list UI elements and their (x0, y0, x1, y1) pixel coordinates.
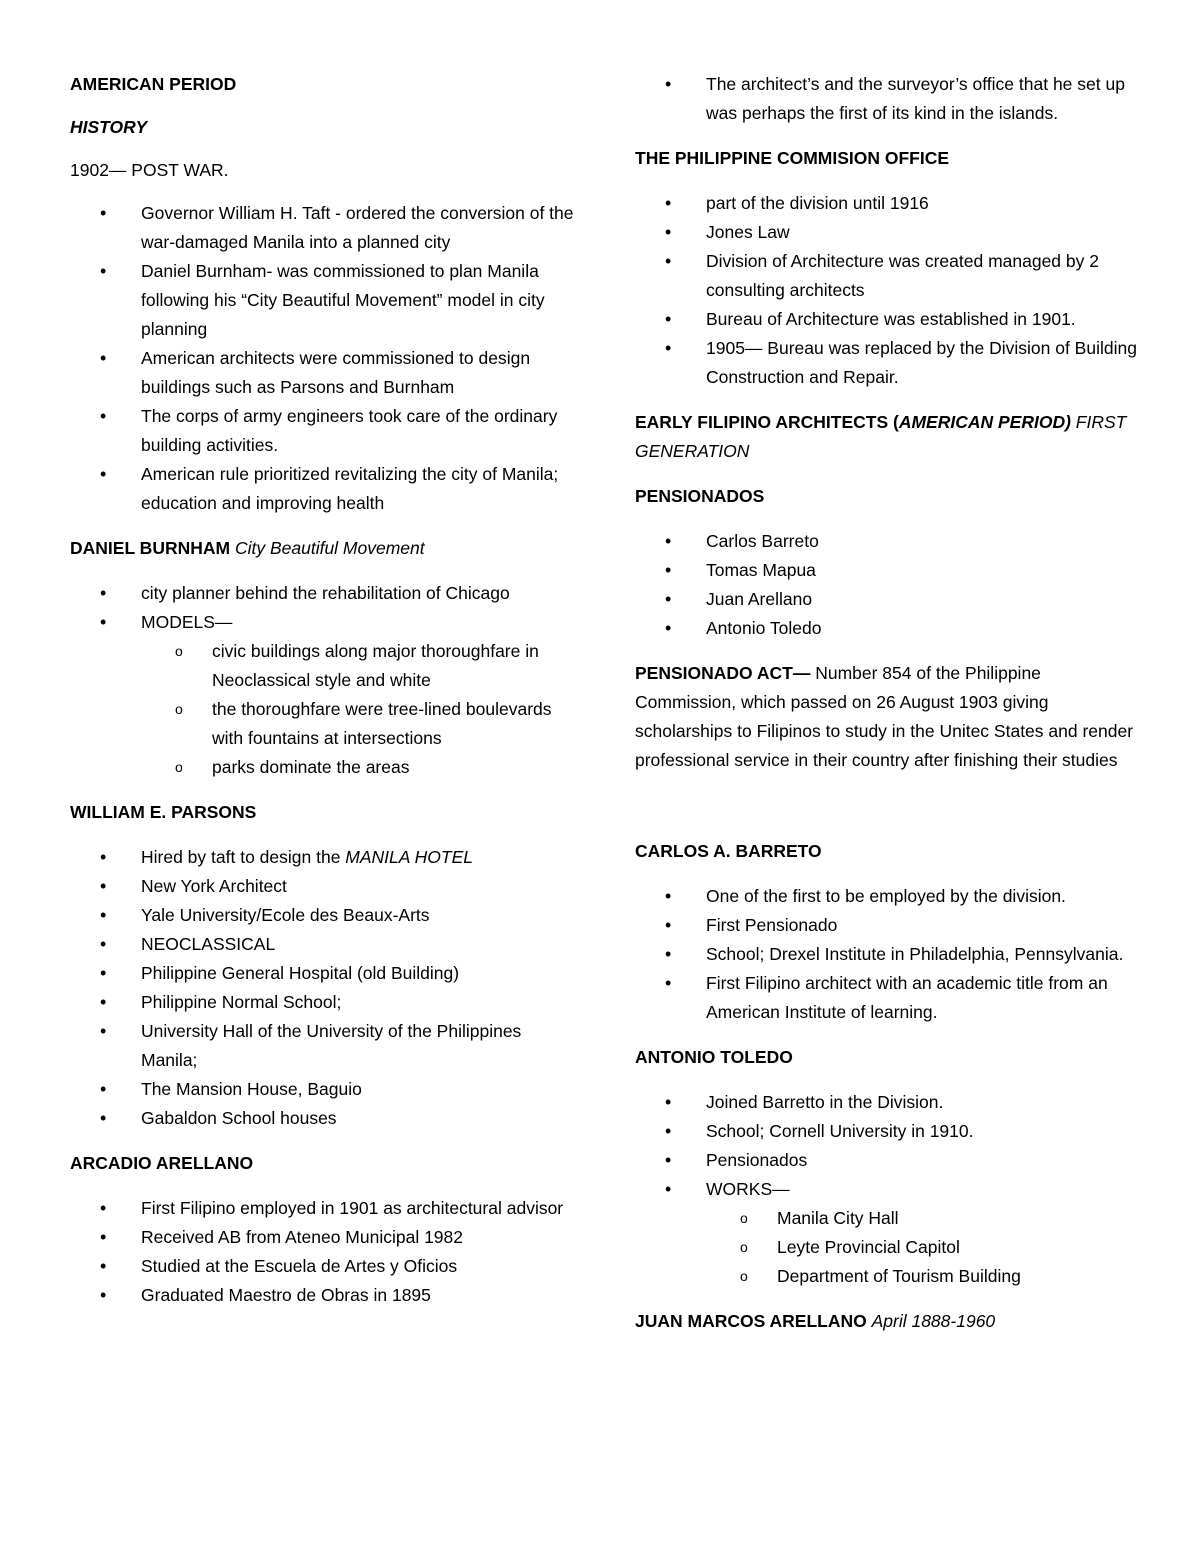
burnham-movement: City Beautiful Movement (234, 538, 425, 558)
list-item: • Studied at the Escuela de Artes y Oficios (70, 1252, 580, 1281)
list-item: • School; Drexel Institute in Philadelphia, Pennsylvania. (635, 940, 1145, 969)
list-item: • Daniel Burnham- was commissioned to plan Manila following his “City Beautiful Movement” model in city planning (70, 257, 580, 344)
list-item: • First Filipino employed in 1901 as architectural advisor (70, 1194, 580, 1223)
toledo-heading: ANTONIO TOLEDO (635, 1047, 793, 1067)
list-item: • Governor William H. Taft - ordered the conversion of the war-damaged Manila into a planned city (70, 199, 580, 257)
list-item: • New York Architect (70, 872, 580, 901)
parsons-first-text: Hired by taft to design the (141, 847, 346, 867)
sub-list-item: o Manila City Hall (635, 1204, 1145, 1233)
arellano-heading: ARCADIO ARELLANO (70, 1153, 254, 1173)
parsons-heading: WILLIAM E. PARSONS (70, 802, 257, 822)
barreto-list (635, 882, 1145, 1027)
early-architects-heading (635, 408, 1145, 466)
pensionados-heading: PENSIONADOS (635, 486, 765, 506)
juan-arellano-name: JUAN MARCOS ARELLANO (635, 1311, 867, 1331)
list-item: • Bureau of Architecture was established in 1901. (635, 305, 1145, 334)
history-list (70, 199, 580, 518)
page-title: AMERICAN PERIOD (70, 74, 237, 94)
list-item: • Graduated Maestro de Obras in 1895 (70, 1281, 580, 1310)
list-item: • Pensionados (635, 1146, 1145, 1175)
toledo-list (635, 1088, 1145, 1291)
intro-list (635, 70, 1145, 128)
list-item: • One of the first to be employed by the division. (635, 882, 1145, 911)
list-item: • American rule prioritized revitalizing the city of Manila; education and improving health (70, 460, 580, 518)
sub-list-item: o the thoroughfare were tree-lined boulevards with fountains at intersections (70, 695, 580, 753)
juan-arellano-dates: April 1888-1960 (871, 1311, 996, 1331)
sub-list-item: o civic buildings along major thoroughfare in Neoclassical style and white (70, 637, 580, 695)
list-item: • Antonio Toledo (635, 614, 1145, 643)
barreto-heading: CARLOS A. BARRETO (635, 841, 822, 861)
list-item: • Philippine General Hospital (old Building) (70, 959, 580, 988)
list-item: • part of the division until 1916 (635, 189, 1145, 218)
commission-heading: THE PHILIPPINE COMMISION OFFICE (635, 148, 950, 168)
history-label: HISTORY (70, 117, 148, 137)
burnham-heading (70, 534, 580, 563)
period-line: 1902— POST WAR. (70, 160, 229, 180)
burnham-name: DANIEL BURNHAM (70, 538, 231, 558)
list-item: • Juan Arellano (635, 585, 1145, 614)
early-heading-bold-italic: AMERICAN PERIOD) (898, 412, 1071, 432)
list-item: • city planner behind the rehabilitation of Chicago (70, 579, 580, 608)
left-column (70, 70, 580, 1310)
list-item: • WORKS— (635, 1175, 1145, 1204)
list-item: • School; Cornell University in 1910. (635, 1117, 1145, 1146)
list-item: • Joined Barretto in the Division. (635, 1088, 1145, 1117)
early-heading-bold: EARLY FILIPINO ARCHITECTS ( (635, 412, 899, 432)
list-item (70, 843, 580, 872)
parsons-list (70, 843, 580, 1133)
list-item: • Yale University/Ecole des Beaux-Arts (70, 901, 580, 930)
list-item: • 1905— Bureau was replaced by the Division of Building Construction and Repair. (635, 334, 1145, 392)
list-item: • Received AB from Ateneo Municipal 1982 (70, 1223, 580, 1252)
arellano-list (70, 1194, 580, 1310)
early-heading-italic: FIRST GENERATION (635, 412, 1127, 461)
burnham-list (70, 579, 580, 782)
parsons-hotel: MANILA HOTEL (345, 847, 474, 867)
list-item: • Carlos Barreto (635, 527, 1145, 556)
pensionado-act-label: PENSIONADO ACT— (635, 663, 811, 683)
list-item: • NEOCLASSICAL (70, 930, 580, 959)
list-item: • Gabaldon School houses (70, 1104, 580, 1133)
list-item: • First Pensionado (635, 911, 1145, 940)
list-item: • The architect’s and the surveyor’s office that he set up was perhaps the first of its kind in the islands. (635, 70, 1145, 128)
sub-list-item: o Department of Tourism Building (635, 1262, 1145, 1291)
pensionado-act-paragraph (635, 659, 1145, 775)
list-item: • University Hall of the University of the Philippines Manila; (70, 1017, 580, 1075)
sub-list-item: o parks dominate the areas (70, 753, 580, 782)
pensionado-act-text: Number 854 of the Philippine Commission, which passed on 26 August 1903 giving scholarships to Filipinos to study in the Unitec States and render professional service in their country after finishing their studies (635, 663, 1134, 770)
list-item: • First Filipino architect with an academic title from an American Institute of learning. (635, 969, 1145, 1027)
list-item: • The corps of army engineers took care of the ordinary building activities. (70, 402, 580, 460)
list-item: • American architects were commissioned to design buildings such as Parsons and Burnham (70, 344, 580, 402)
juan-arellano-heading (635, 1307, 1145, 1336)
sub-list-item: o Leyte Provincial Capitol (635, 1233, 1145, 1262)
pensionados-list (635, 527, 1145, 643)
list-item: • Tomas Mapua (635, 556, 1145, 585)
list-item: • The Mansion House, Baguio (70, 1075, 580, 1104)
list-item: • Jones Law (635, 218, 1145, 247)
list-item: • MODELS— (70, 608, 580, 637)
right-column (635, 70, 1145, 1336)
list-item: • Philippine Normal School; (70, 988, 580, 1017)
commission-list (635, 189, 1145, 392)
list-item: • Division of Architecture was created managed by 2 consulting architects (635, 247, 1145, 305)
